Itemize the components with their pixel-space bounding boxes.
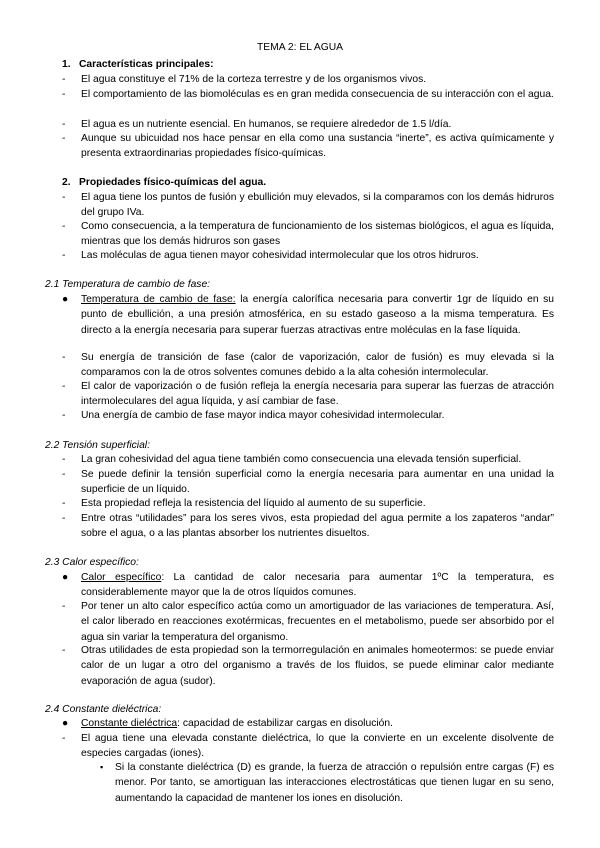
section-1-heading [62,57,214,72]
list-item: - Su energía de transición de fase (calor de vaporización, calor de fusión) es muy elevada si la comparamos con la de otros solventes comunes debido a la alta cohesión intermolecular. [62,352,554,379]
list-item: - Se puede definir la tensión superficial como la energía necesaria para aumentar en una unidad la superficie de un líquido. [62,469,554,496]
subsection-2-2-heading: 2.2 Tensión superficial: [45,440,150,451]
section-1-number: 1. [62,59,71,70]
definition-term: Temperatura de cambio de fase: [81,294,236,305]
list-item: - Por tener un alto calor específico actúa como un amortiguador de las variaciones de temperatura. Así, el calor liberado en reacciones exotérmicas, frecuentes en el metabolismo, puede ser absorbido por el agua sin variar la temperatura del organismo. [62,601,554,643]
sub-list-item: ▪ Si la constante dieléctrica (D) es grande, la fuerza de atracción o repulsión entre cargas (F) es menor. Por tanto, se amortiguan las interacciones electrostáticas que tienen lugar en su seno, aumentando la capacidad de mantener los iones en disolución. [100,762,554,804]
list-item: - El agua tiene una elevada constante dieléctrica, lo que la convierte en un excelente disolvente de especies cargadas (iones). [62,733,554,760]
list-item: - El calor de vaporización o de fusión refleja la energía necesaria para superar las fuerzas de atracción intermoleculares del agua líquida, y así cambiar de fase. [62,381,554,408]
list-item: - Otras utilidades de esta propiedad son la termorregulación en animales homeotermos: se puede enviar calor de un lugar a otro del organismo a través de los fluidos, se puede eliminar calor mediante evaporación de agua (sudor). [62,645,554,687]
section-1-title: Características principales: [79,59,214,70]
subsection-2-3-heading: 2.3 Calor específico: [45,557,139,568]
definition-term: Constante dieléctrica [81,718,178,729]
definition-item: ● Calor específico: La cantidad de calor necesaria para aumentar 1ºC la temperatura, es considerablemente mayor que la de otros líquidos comunes. [62,572,554,599]
subsection-2-1-heading: 2.1 Temperatura de cambio de fase: [45,279,211,290]
list-item: - El comportamiento de las biomoléculas es en gran medida consecuencia de su interacción con el agua. [62,89,554,100]
list-item: - El agua es un nutriente esencial. En humanos, se requiere alrededor de 1.5 l/día. [62,119,452,130]
document-title: TEMA 2: EL AGUA [256,42,344,53]
list-item: - Esta propiedad refleja la resistencia del líquido al aumento de su superficie. [62,498,426,509]
definition-item: ● Constante dieléctrica: capacidad de estabilizar cargas en disolución. [62,718,393,729]
definition-term: Calor específico [81,572,162,583]
list-item: - Una energía de cambio de fase mayor indica mayor cohesividad intermolecular. [62,410,445,421]
list-item: - Entre otras “utilidades” para los seres vivos, esta propiedad del agua permite a los zapateros “andar” sobre el agua, o a las plantas absorber los nutrientes disueltos. [62,513,554,540]
list-item: - La gran cohesividad del agua tiene también como consecuencia una elevada tensión superficial. [62,454,522,465]
section-2-title: Propiedades físico-químicas del agua. [79,177,267,188]
list-item: - Como consecuencia, a la temperatura de funcionamiento de los sistemas biológicos, el agua es líquida, mientras que los demás hidruros son gases [62,221,554,248]
section-2-heading [62,175,266,190]
list-item: - Las moléculas de agua tienen mayor cohesividad intermolecular que los otros hidruros. [62,250,479,261]
list-item: - Aunque su ubicuidad nos hace pensar en ella como una sustancia “inerte”, es activa químicamente y presenta extraordinarias propiedades físico-químicas. [62,133,554,160]
subsection-2-4-heading: 2.4 Constante dieléctrica: [45,704,162,715]
section-2-number: 2. [62,177,71,188]
list-item: - El agua constituye el 71% de la corteza terrestre y de los organismos vivos. [62,74,427,85]
list-item: - El agua tiene los puntos de fusión y ebullición muy elevados, si la comparamos con los demás hidruros del grupo IVa. [62,192,554,219]
definition-item: ● Temperatura de cambio de fase: la energía calorífica necesaria para convertir 1gr de líquido en su punto de ebullición, a una presión atmosférica, en su estado gaseoso a la misma temperatura. Es directo a la energía necesaria para superar fuerzas atractivas entre moléculas en la fase líquida. [62,294,555,336]
